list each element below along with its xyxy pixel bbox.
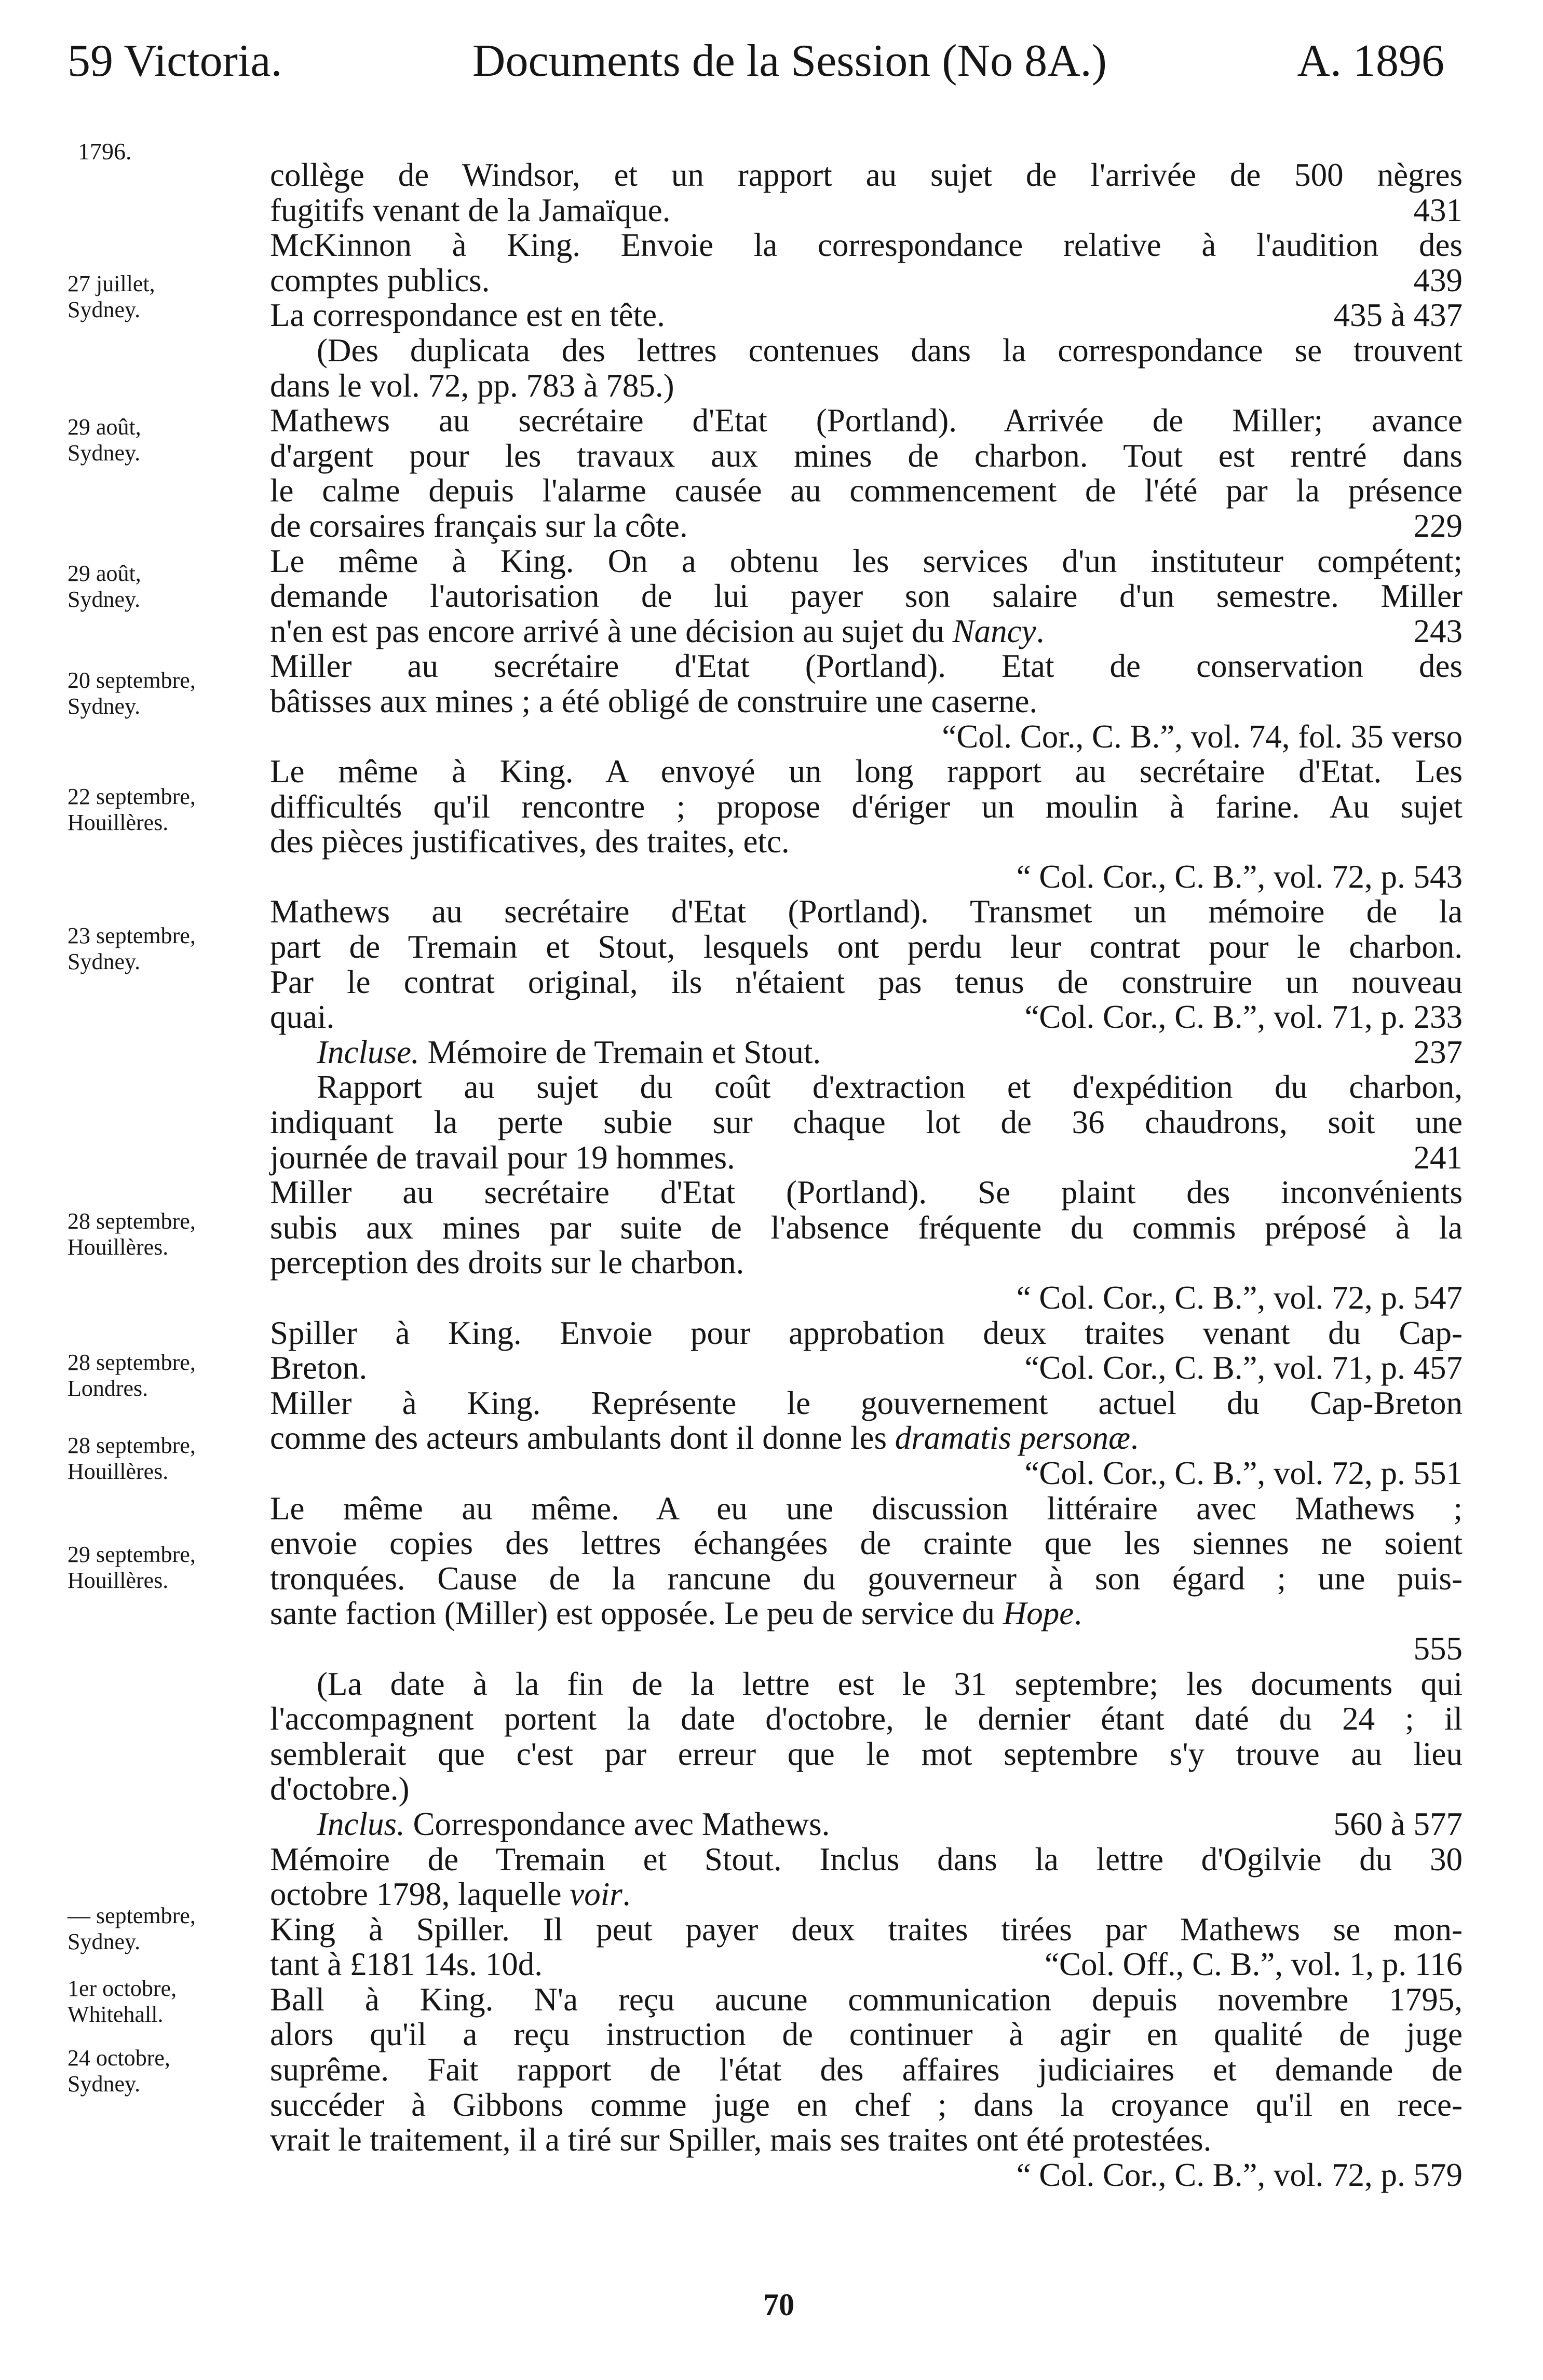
entry-line: subis aux mines par suite de l'absence fréquente du commis préposé à la <box>270 1209 1463 1246</box>
entry-line <box>270 1596 1463 1631</box>
entry-line: Mémoire de Tremain et Stout. Inclus dans la lettre d'Ogilvie du 30 <box>270 1841 1463 1878</box>
page-number: 70 <box>763 2288 794 2322</box>
margin-date-note <box>67 1542 270 1594</box>
session-year-label: 59 Victoria. <box>67 36 282 86</box>
entry-line: Mathews au secrétaire d'Etat (Portland). Arrivée de Miller; avance <box>270 402 1463 439</box>
margin-date: 28 septembre, <box>67 1350 196 1375</box>
entry-line: Miller au secrétaire d'Etat (Portland). Etat de conservation des <box>270 648 1463 685</box>
document-title: Documents de la Session (No 8A.) <box>472 36 1107 86</box>
entry <box>270 1175 1463 1315</box>
entry-line: envoie copies des lettres échangées de crainte que les siennes ne soient <box>270 1525 1463 1562</box>
margin-place: Houillères. <box>67 1568 169 1593</box>
entry-line: perception des droits sur le charbon. <box>270 1244 745 1281</box>
entry-text: Breton. <box>270 1350 368 1386</box>
margin-place: Sydney. <box>67 693 141 719</box>
margin-date: 27 juillet, <box>67 271 155 296</box>
margin-date: 28 septembre, <box>67 1433 196 1458</box>
entry-text: tant à £181 14s. 10d. <box>270 1946 543 1983</box>
margin-place: Sydney. <box>67 297 141 322</box>
entry-line: le calme depuis l'alarme causée au commencement de l'été par la présence <box>270 472 1463 509</box>
archive-reference: “Col. Off., C. B.”, vol. 1, p. 116 <box>1045 1946 1463 1983</box>
enclosure-label: Incluse. <box>317 1033 419 1070</box>
entry-text <box>270 1035 821 1070</box>
entry <box>270 1316 1463 1386</box>
entry-line: semblerait que c'est par erreur que le mot septembre s'y trouve au lieu <box>270 1735 1463 1772</box>
entry-line <box>270 1421 1463 1456</box>
ship-name: Nancy <box>952 613 1036 649</box>
entry <box>270 754 1463 894</box>
entry-line <box>270 1140 1463 1176</box>
margin-date: 29 août, <box>67 414 141 440</box>
entry <box>270 403 1463 543</box>
entry-text-part: Mémoire de Tremain et Stout. <box>427 1033 821 1070</box>
margin-place: Houillères. <box>67 1459 169 1484</box>
margin-date: 22 septembre, <box>67 784 196 809</box>
latin-phrase: dramatis personæ <box>895 1420 1131 1457</box>
archive-reference: “ Col. Cor., C. B.”, vol. 72, p. 543 <box>1016 858 1463 895</box>
entry-line <box>270 1947 1463 1982</box>
margin-date-note <box>67 1976 270 2028</box>
page-reference: 560 à 577 <box>1333 1805 1463 1842</box>
margin-place: Houillères. <box>67 810 169 835</box>
entry-line: Le même à King. On a obtenu les services d'un instituteur compétent; <box>270 542 1463 579</box>
margin-date-note <box>67 1208 270 1260</box>
entry-line: vrait le traitement, il a tiré sur Spiller, mais ses traites ont été protestées. <box>270 2121 1212 2158</box>
entry-line <box>270 193 1463 228</box>
entry-text: La correspondance est en tête. <box>270 297 665 334</box>
entry-line: Spiller à King. Envoie pour approbation deux traites venant du Cap- <box>270 1314 1463 1351</box>
page-reference: 243 <box>1413 613 1463 649</box>
entry <box>270 1982 1463 2193</box>
entry-line: tronquées. Cause de la rancune du gouverneur à son égard ; une puis- <box>270 1560 1463 1597</box>
page-reference: 241 <box>1413 1139 1463 1176</box>
margin-date-note <box>67 1433 270 1485</box>
margin-place: Sydney. <box>67 587 141 612</box>
entry-line: indiquant la perte subie sur chaque lot de 36 chaudrons, soit une <box>270 1104 1463 1141</box>
entry-line: (La date à la fin de la lettre est le 31 septembre; les documents qui <box>317 1665 1463 1702</box>
entry-line <box>270 1807 1463 1842</box>
entry-text-part: Correspondance avec Mathews. <box>413 1805 830 1842</box>
entry <box>270 298 1463 333</box>
page-reference: 555 <box>1413 1630 1463 1667</box>
margin-date: 29 septembre, <box>67 1542 196 1567</box>
entry <box>270 1667 1463 1807</box>
punctuation: . <box>622 1876 631 1913</box>
entry-line <box>270 263 1463 298</box>
entry-line <box>270 1000 1463 1035</box>
entry-line: succéder à Gibbons comme juge en chef ; dans la croyance qu'il en rece- <box>270 2086 1463 2123</box>
entry-line <box>270 1877 1463 1912</box>
page-header <box>67 30 1444 92</box>
entry-text: de corsaires français sur la côte. <box>270 507 688 544</box>
margin-place: Houillères. <box>67 1234 169 1260</box>
margin-date-note <box>67 2045 270 2097</box>
entry-line: King à Spiller. Il peut payer deux traites tirées par Mathews se mon- <box>270 1911 1463 1948</box>
entry <box>270 1386 1463 1491</box>
page-reference: 237 <box>1413 1033 1463 1070</box>
margin-date: 29 août, <box>67 561 141 586</box>
margin-place: Whitehall. <box>67 2002 164 2027</box>
entry-line: Rapport au sujet du coût d'extraction et d'expédition du charbon, <box>317 1069 1463 1106</box>
margin-date: 20 septembre, <box>67 668 196 693</box>
page-reference: 431 <box>1413 192 1463 228</box>
entry <box>270 544 1463 649</box>
archive-reference: “Col. Cor., C. B.”, vol. 74, fol. 35 verso <box>942 718 1463 755</box>
margin-place: Londres. <box>67 1376 148 1401</box>
archive-reference: “Col. Cor., C. B.”, vol. 71, p. 233 <box>1024 999 1463 1036</box>
punctuation: . <box>1130 1420 1139 1457</box>
archive-reference: “Col. Cor., C. B.”, vol. 71, p. 457 <box>1024 1350 1463 1386</box>
entry <box>270 228 1463 298</box>
entry-line: demande l'autorisation de lui payer son salaire d'un semestre. Miller <box>270 578 1463 615</box>
entry-line: Miller au secrétaire d'Etat (Portland). Se plaint des inconvénients <box>270 1174 1463 1211</box>
entry-text-part: comme des acteurs ambulants dont il donne les <box>270 1420 887 1457</box>
year-label: 1796. <box>78 138 132 165</box>
entry-line: d'octobre.) <box>270 1771 410 1807</box>
entry <box>270 1912 1463 1982</box>
entry-line: dans le vol. 72, pp. 783 à 785.) <box>270 367 674 404</box>
margin-date-note <box>67 668 270 719</box>
entry-line: part de Tremain et Stout, lesquels ont perdu leur contrat pour le charbon. <box>270 929 1463 965</box>
entry-text <box>270 1807 830 1842</box>
entry-line: suprême. Fait rapport de l'état des affaires judiciaires et demande de <box>270 2051 1463 2088</box>
archive-reference: “Col. Cor., C. B.”, vol. 72, p. 551 <box>1024 1454 1463 1491</box>
entry-text <box>270 614 1044 649</box>
margin-date-note <box>67 271 270 323</box>
entry-line: difficultés qu'il rencontre ; propose d'ériger un moulin à farine. Au sujet <box>270 788 1463 825</box>
entry-text-part: sante faction (Miller) est opposée. Le peu de service du <box>270 1595 995 1632</box>
margin-place: Sydney. <box>67 949 141 974</box>
cross-reference: voir <box>570 1876 622 1913</box>
margin-place: Sydney. <box>67 440 141 466</box>
entry-line: Miller à King. Représente le gouvernement actuel du Cap-Breton <box>270 1384 1463 1421</box>
margin-date-note <box>67 923 270 975</box>
margin-place: Sydney. <box>67 1929 141 1954</box>
page-reference: 435 à 437 <box>1333 297 1463 334</box>
entry-line: alors qu'il a reçu instruction de continuer à agir en qualité de juge <box>270 2016 1463 2053</box>
margin-date: 28 septembre, <box>67 1208 196 1234</box>
margin-date: 23 septembre, <box>67 923 196 948</box>
entry <box>270 649 1463 754</box>
punctuation: . <box>1074 1595 1082 1632</box>
enclosure-label: Inclus. <box>317 1805 405 1842</box>
entry-line: Par le contrat original, ils n'étaient pas tenus de construire un nouveau <box>270 963 1463 1000</box>
page-reference: 439 <box>1413 262 1463 298</box>
entry-line <box>270 298 1463 333</box>
archive-reference: “ Col. Cor., C. B.”, vol. 72, p. 547 <box>1016 1280 1463 1316</box>
entry-line <box>270 614 1463 649</box>
margin-date: 24 octobre, <box>67 2045 170 2071</box>
punctuation: . <box>1036 613 1045 649</box>
margin-date: — septembre, <box>67 1903 196 1928</box>
entry-line <box>270 1351 1463 1386</box>
entry-line: Mathews au secrétaire d'Etat (Portland). Transmet un mémoire de la <box>270 893 1463 930</box>
margin-date-note <box>67 414 270 466</box>
entry-line: Le même au même. A eu une discussion littéraire avec Mathews ; <box>270 1490 1463 1527</box>
entry-line: Ball à King. N'a reçu aucune communication depuis novembre 1795, <box>270 1981 1463 2018</box>
margin-place: Sydney. <box>67 2071 141 2097</box>
entry-text: journée de travail pour 19 hommes. <box>270 1139 735 1176</box>
entry <box>270 1070 1463 1175</box>
entry-line: (Des duplicata des lettres contenues dans la correspondance se trouvent <box>317 332 1463 369</box>
entry-line: l'accompagnent portent la date d'octobre, le dernier étant daté du 24 ; il <box>270 1701 1463 1737</box>
entry-line <box>270 1035 1463 1070</box>
entry-line: d'argent pour les travaux aux mines de charbon. Tout est rentré dans <box>270 437 1463 474</box>
entry-line: bâtisses aux mines ; a été obligé de construire une caserne. <box>270 683 1038 719</box>
entry-text: quai. <box>270 999 335 1036</box>
margin-date-note <box>67 561 270 613</box>
archive-reference: “ Col. Cor., C. B.”, vol. 72, p. 579 <box>1016 2156 1463 2193</box>
entry-text-part: n'en est pas encore arrivé à une décision au sujet du <box>270 613 944 649</box>
entry-line: McKinnon à King. Envoie la correspondance relative à l'audition des <box>270 227 1463 264</box>
entry-line <box>270 509 1463 544</box>
entry-line: collège de Windsor, et un rapport au sujet de l'arrivée de 500 nègres <box>270 157 1463 193</box>
entry-line: Le même à King. A envoyé un long rapport au secrétaire d'Etat. Les <box>270 753 1463 790</box>
entry-text: comptes publics. <box>270 262 490 298</box>
entry <box>270 158 1463 228</box>
entry <box>270 333 1463 403</box>
page-reference: 229 <box>1413 507 1463 544</box>
margin-date: 1er octobre, <box>67 1976 177 2001</box>
edition-year-label: A. 1896 <box>1297 36 1444 86</box>
entry <box>270 1842 1463 1912</box>
entry-text: fugitifs venant de la Jamaïque. <box>270 192 671 228</box>
main-text <box>270 158 1463 2193</box>
entry <box>270 894 1463 1035</box>
entry-text-part: octobre 1798, laquelle <box>270 1876 562 1913</box>
entry <box>270 1491 1463 1667</box>
entry-line: des pièces justificatives, des traites, etc. <box>270 823 790 860</box>
margin-date-note <box>67 1350 270 1402</box>
margin-date-note <box>67 1903 270 1955</box>
entry <box>270 1807 1463 1842</box>
entry <box>270 1035 1463 1070</box>
margin-date-note <box>67 784 270 836</box>
ship-name: Hope <box>1003 1595 1074 1632</box>
